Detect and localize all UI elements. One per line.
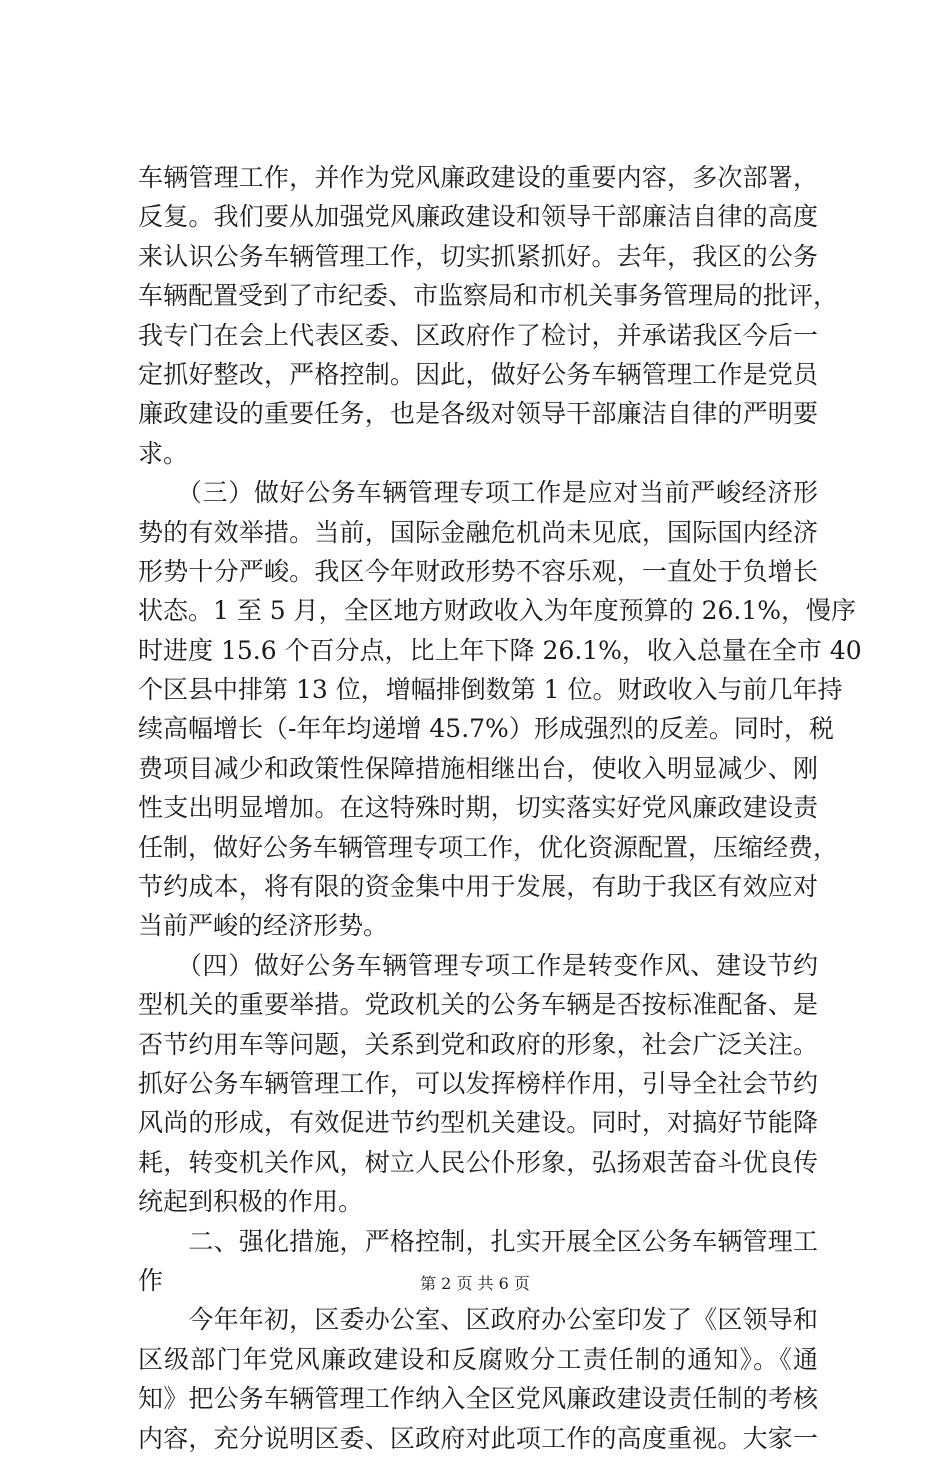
text-line: 型机关的重要举措。党政机关的公务车辆是否按标准配备、是 bbox=[138, 990, 818, 1020]
text-line: 当前严峻的经济形势。 bbox=[138, 911, 389, 941]
text-line: 车辆配置受到了市纪委、市监察局和市机关事务管理局的批评， bbox=[138, 281, 839, 311]
text-line: 反复。我们要从加强党风廉政建设和领导干部廉洁自律的高度 bbox=[138, 202, 818, 232]
text-line: 时进度 15.6 个百分点，比上年下降 26.1%，收入总量在全市 40 bbox=[138, 635, 862, 665]
text-line: 车辆管理工作，并作为党风廉政建设的重要内容，多次部署， bbox=[138, 163, 818, 192]
text-line: 区级部门年党风廉政建设和反腐败分工责任制的通知》。《通 bbox=[138, 1344, 818, 1374]
text-line: 状态。1 至 5 月，全区地方财政收入为年度预算的 26.1%，慢序 bbox=[138, 596, 857, 626]
text-line: （三）做好公务车辆管理专项工作是应对当前严峻经济形 bbox=[138, 478, 818, 508]
text-line: 内容，充分说明区委、区政府对此项工作的高度重视。大家一 bbox=[138, 1423, 818, 1453]
text-line: 费项目减少和政策性保障措施相继出台，使收入明显减少、刚 bbox=[138, 753, 818, 783]
text-line: 任制，做好公务车辆管理专项工作，优化资源配置，压缩经费， bbox=[138, 832, 839, 862]
document-body bbox=[138, 158, 862, 1458]
text-line: 风尚的形成，有效促进节约型机关建设。同时，对搞好节能降 bbox=[138, 1108, 818, 1138]
text-line: 性支出明显增加。在这特殊时期，切实落实好党风廉政建设责 bbox=[138, 793, 818, 823]
text-line: 作 bbox=[138, 1265, 164, 1295]
text-line: 抓好公务车辆管理工作，可以发挥榜样作用，引导全社会节约 bbox=[138, 1068, 818, 1098]
text-line: 廉政建设的重要任务，也是各级对领导干部廉洁自律的严明要 bbox=[138, 399, 818, 429]
text-line: 个区县中排第 13 位，增幅排倒数第 1 位。财政收入与前几年持 bbox=[138, 675, 843, 705]
text-line: 二、强化措施，严格控制，扎实开展全区公务车辆管理工 bbox=[138, 1226, 818, 1256]
text-line: 续高幅增长（-年年均递增 45.7%）形成强烈的反差。同时，税 bbox=[138, 714, 834, 744]
text-line: 今年年初，区委办公室、区政府办公室印发了《区领导和 bbox=[138, 1305, 818, 1335]
text-line: 耗，转变机关作风，树立人民公仆形象，弘扬艰苦奋斗优良传 bbox=[138, 1147, 818, 1177]
text-line: 否节约用车等问题，关系到党和政府的形象，社会广泛关注。 bbox=[138, 1029, 818, 1059]
text-line: 我专门在会上代表区委、区政府作了检讨，并承诺我区今后一 bbox=[138, 320, 818, 350]
text-line: 节约成本，将有限的资金集中用于发展，有助于我区有效应对 bbox=[138, 872, 818, 902]
text-line: （四）做好公务车辆管理专项工作是转变作风、建设节约 bbox=[138, 950, 818, 980]
text-line: 来认识公务车辆管理工作，切实抓紧抓好。去年，我区的公务 bbox=[138, 241, 818, 271]
text-line: 统起到积极的作用。 bbox=[138, 1187, 364, 1217]
text-line: 势的有效举措。当前，国际金融危机尚未见底，国际国内经济 bbox=[138, 517, 818, 547]
text-line: 求。 bbox=[138, 438, 189, 468]
text-line: 定抓好整改，严格控制。因此，做好公务车辆管理工作是党员 bbox=[138, 359, 818, 389]
page-number-footer: 第 2 页 共 6 页 bbox=[420, 1274, 530, 1293]
text-line: 知》把公务车辆管理工作纳入全区党风廉政建设责任制的考核 bbox=[138, 1384, 818, 1414]
text-line: 形势十分严峻。我区今年财政形势不容乐观，一直处于负增长 bbox=[138, 556, 818, 586]
